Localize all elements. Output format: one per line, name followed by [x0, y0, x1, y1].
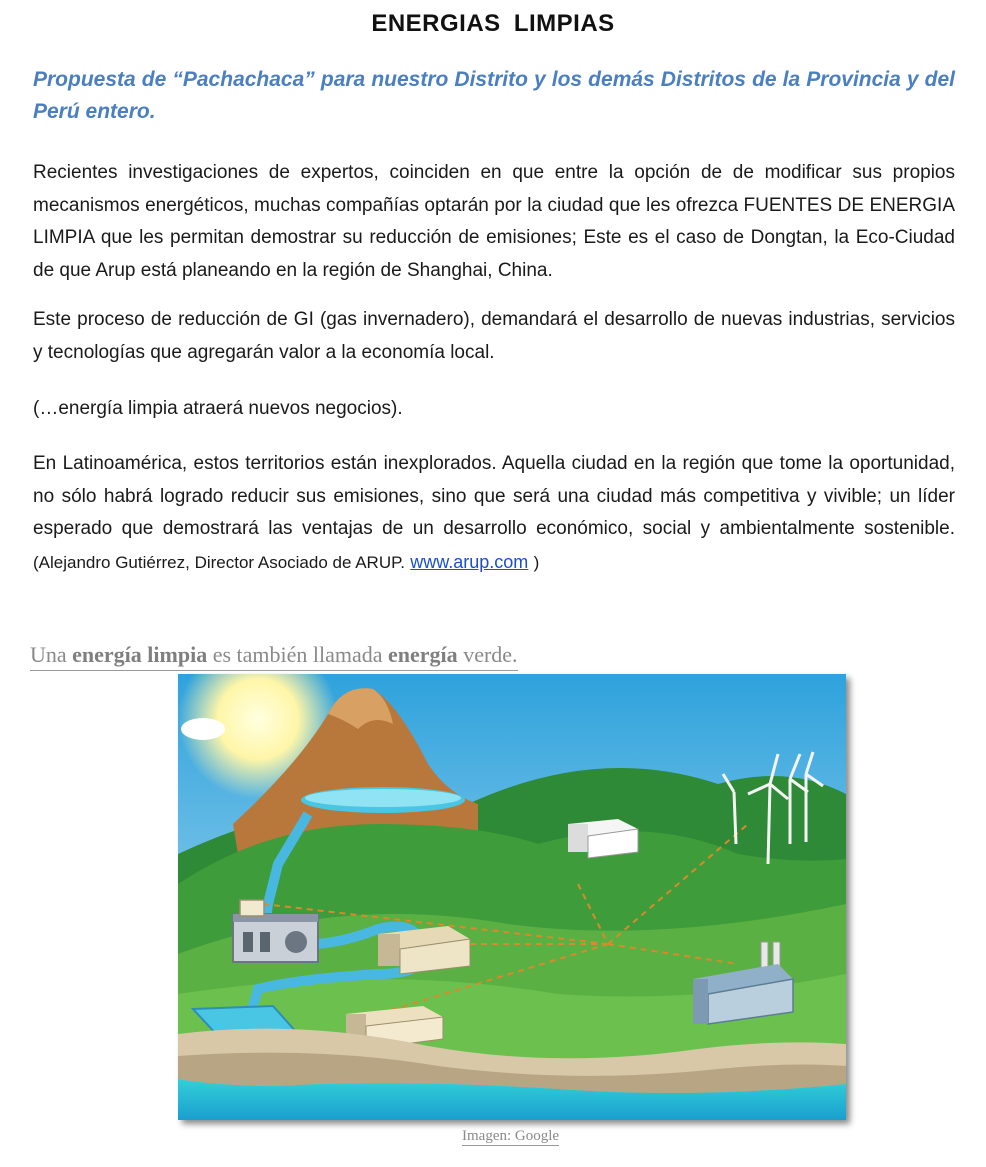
document-subtitle: Propuesta de “Pachachaca” para nuestro Distrito y los demás Distritos de la Provincia y del Perú entero. [33, 68, 955, 123]
image-credit: Imagen: Google [462, 1128, 560, 1144]
arup-link[interactable]: www.arup.com [410, 551, 529, 572]
citation-text: (Alejandro Gutiérrez, Director Asociado de ARUP. [33, 552, 405, 572]
paragraph-dongtan: Recientes investigaciones de expertos, coinciden en que entre la opción de de modificar sus propios mecanismos energéticos, muchas compañías optarán por la ciudad que les ofrezca FUENTES DE ENERGIA LIMPIA que les permitan demostrar su reducción de emisiones; Este es el caso de Dongtan, la Eco-Ciudad de que Arup está planeando en la región de Shanghai, China. [33, 162, 955, 281]
caption-text-2: es también llamada [207, 642, 389, 667]
paragraph-clean-energy-business: (…energía limpia atraerá nuevos negocios). [33, 398, 403, 419]
paragraph-latinoamerica [33, 448, 955, 579]
paragraph-gi-reduction: Este proceso de reducción de GI (gas invernadero), demandará el desarrollo de nuevas industrias, servicios y tecnologías que agregarán valor a la economía local. [33, 309, 955, 363]
caption-text-3: verde. [457, 642, 518, 667]
caption-bold-2: energía [388, 642, 458, 667]
clean-energy-illustration [178, 674, 846, 1120]
citation-close: ) [533, 552, 540, 572]
paragraph-latinoamerica-text: En Latinoamérica, estos territorios están inexplorados. Aquella ciudad en la región que tome la oportunidad, no sólo habrá logrado reducir sus emisiones, sino que será una ciudad más competitiva y vivible; un líder esperado que demostrará las ventajas de un desarrollo económico, social y ambientalmente sostenible. [33, 453, 955, 539]
caption-bold-1: energía limpia [72, 642, 208, 667]
image-caption [30, 641, 518, 671]
document-title: ENERGIAS LIMPIAS [371, 10, 615, 37]
caption-text-1: Una [30, 642, 73, 667]
